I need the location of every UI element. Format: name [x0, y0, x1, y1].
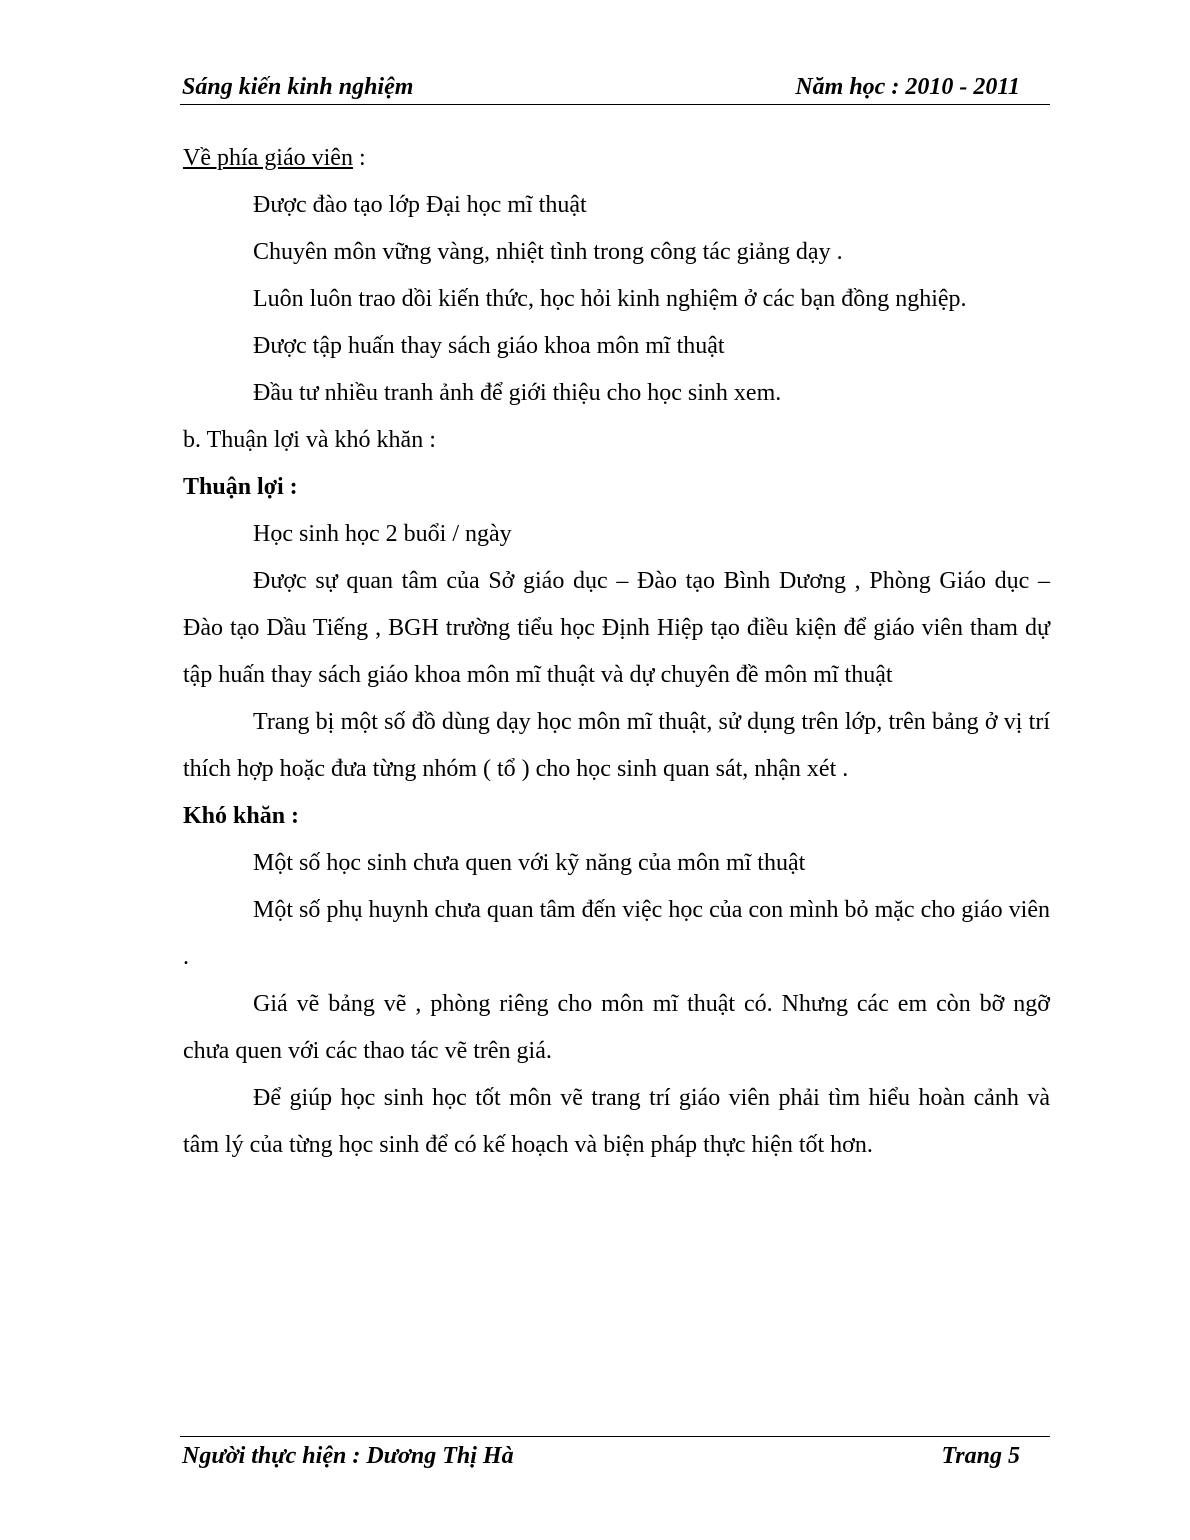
- paragraph: Luôn luôn trao dồi kiến thức, học hỏi kinh nghiệm ở các bạn đồng nghiệp.: [253, 286, 967, 312]
- header-title: Sáng kiến kinh nghiệm: [182, 74, 414, 100]
- paragraph: Được đào tạo lớp Đại học mĩ thuật: [253, 192, 587, 218]
- footer-author: Người thực hiện : Dương Thị Hà: [182, 1443, 514, 1469]
- page-header: [180, 70, 1050, 105]
- paragraph: Trang bị một số đồ dùng dạy học môn mĩ thuật, sử dụng trên lớp, trên bảng ở vị trí thích hợp hoặc đưa từng nhóm ( tổ ) cho học sinh quan sát, nhận xét .: [183, 709, 1050, 782]
- difficulties-heading: Khó khăn :: [183, 803, 300, 829]
- paragraph: Học sinh học 2 buổi / ngày: [253, 521, 512, 547]
- section-b-heading: b. Thuận lợi và khó khăn :: [183, 427, 436, 453]
- paragraph: Đầu tư nhiều tranh ảnh để giới thiệu cho học sinh xem.: [253, 380, 782, 406]
- header-school-year: Năm học : 2010 - 2011: [795, 74, 1020, 100]
- paragraph: Một số học sinh chưa quen với kỹ năng của môn mĩ thuật: [253, 850, 806, 876]
- paragraph: Được sự quan tâm của Sở giáo dục – Đào tạo Bình Dương , Phòng Giáo dục – Đào tạo Dầu Tiếng , BGH trường tiểu học Định Hiệp tạo điều kiện để giáo viên tham dự tập huấn thay sách giáo khoa môn mĩ thuật và dự chuyên đề môn mĩ thuật: [183, 568, 1050, 688]
- page-footer: [180, 1436, 1050, 1477]
- teacher-section-heading: [183, 135, 1050, 182]
- paragraph: Để giúp học sinh học tốt môn vẽ trang trí giáo viên phải tìm hiểu hoàn cảnh và tâm lý của từng học sinh để có kế hoạch và biện pháp thực hiện tốt hơn.: [183, 1085, 1050, 1158]
- teacher-heading-suffix: :: [352, 145, 366, 171]
- page-number: Trang 5: [941, 1443, 1020, 1469]
- advantages-heading: Thuận lợi :: [183, 474, 298, 500]
- paragraph: Một số phụ huynh chưa quan tâm đến việc học của con mình bỏ mặc cho giáo viên .: [183, 897, 1050, 970]
- paragraph: Được tập huấn thay sách giáo khoa môn mĩ thuật: [253, 333, 725, 359]
- paragraph: Chuyên môn vững vàng, nhiệt tình trong công tác giảng dạy .: [253, 239, 843, 265]
- paragraph: Giá vẽ bảng vẽ , phòng riêng cho môn mĩ thuật có. Nhưng các em còn bỡ ngỡ chưa quen với các thao tác vẽ trên giá.: [183, 991, 1050, 1064]
- document-body: [183, 135, 1050, 1169]
- teacher-heading-text: Về phía giáo viên: [183, 145, 353, 171]
